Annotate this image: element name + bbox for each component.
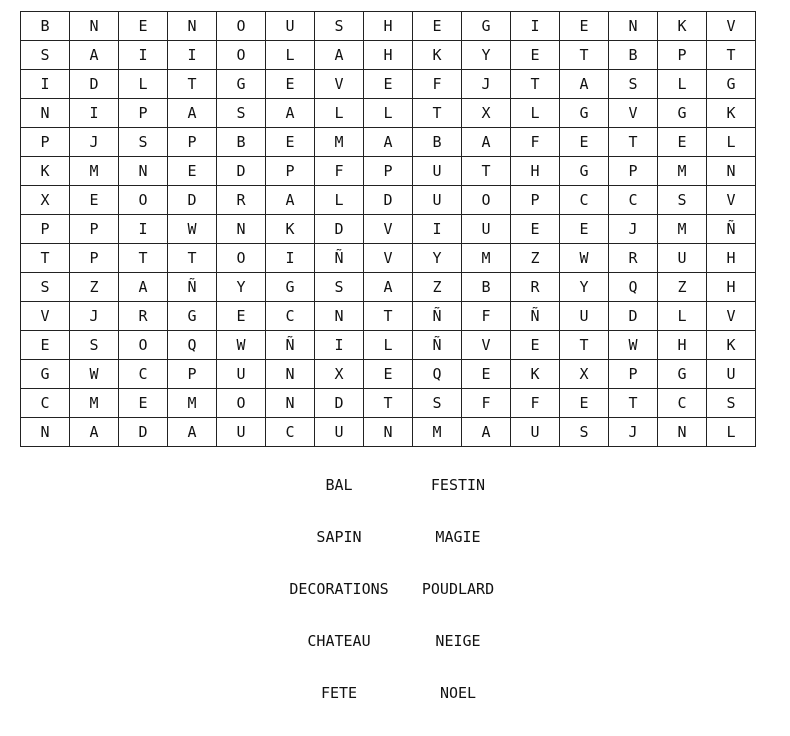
word-search-grid	[20, 11, 756, 447]
grid-cell[interactable]: V	[315, 70, 364, 99]
grid-cell[interactable]: K	[707, 331, 756, 360]
grid-cell[interactable]: A	[266, 186, 315, 215]
grid-cell[interactable]: C	[609, 186, 658, 215]
grid-cell[interactable]: K	[658, 12, 707, 41]
grid-cell[interactable]: C	[658, 389, 707, 418]
grid-cell[interactable]: V	[707, 186, 756, 215]
word-list-row	[0, 580, 790, 632]
grid-cell[interactable]: Ñ	[413, 302, 462, 331]
grid-cell[interactable]: A	[70, 418, 119, 447]
grid-cell[interactable]: G	[462, 12, 511, 41]
grid-cell[interactable]: A	[119, 273, 168, 302]
grid-cell[interactable]: H	[511, 157, 560, 186]
grid-cell[interactable]: D	[315, 389, 364, 418]
grid-cell[interactable]: N	[658, 418, 707, 447]
grid-row	[21, 99, 756, 128]
grid-cell[interactable]: V	[609, 99, 658, 128]
grid-cell[interactable]: U	[658, 244, 707, 273]
grid-cell[interactable]: E	[217, 302, 266, 331]
grid-cell[interactable]: E	[511, 215, 560, 244]
grid-cell[interactable]: G	[266, 273, 315, 302]
grid-cell[interactable]: S	[315, 12, 364, 41]
grid-cell[interactable]: N	[119, 157, 168, 186]
grid-cell[interactable]: M	[70, 157, 119, 186]
grid-cell[interactable]: U	[266, 12, 315, 41]
grid-cell[interactable]: T	[119, 244, 168, 273]
grid-cell[interactable]: K	[511, 360, 560, 389]
grid-row	[21, 418, 756, 447]
grid-cell[interactable]: I	[315, 331, 364, 360]
grid-cell[interactable]: U	[413, 186, 462, 215]
grid-cell[interactable]: P	[609, 157, 658, 186]
grid-cell[interactable]: G	[658, 99, 707, 128]
grid-cell[interactable]: H	[364, 12, 413, 41]
word-list-row	[0, 684, 790, 736]
grid-cell[interactable]: B	[21, 12, 70, 41]
grid-cell[interactable]: U	[707, 360, 756, 389]
grid-cell[interactable]: T	[707, 41, 756, 70]
grid-cell[interactable]: M	[658, 215, 707, 244]
grid-cell[interactable]: M	[315, 128, 364, 157]
grid-cell[interactable]: B	[217, 128, 266, 157]
grid-cell[interactable]: N	[168, 12, 217, 41]
grid-cell[interactable]: F	[511, 389, 560, 418]
grid-cell[interactable]: N	[609, 12, 658, 41]
grid-cell[interactable]: S	[119, 128, 168, 157]
grid-cell[interactable]: C	[560, 186, 609, 215]
grid-cell[interactable]: H	[364, 41, 413, 70]
grid-row	[21, 128, 756, 157]
grid-cell[interactable]: O	[217, 41, 266, 70]
grid-cell[interactable]: E	[511, 41, 560, 70]
grid-cell[interactable]: T	[609, 128, 658, 157]
grid-cell[interactable]: E	[560, 128, 609, 157]
grid-cell[interactable]: Y	[462, 41, 511, 70]
grid-cell[interactable]: X	[21, 186, 70, 215]
grid-cell[interactable]: K	[266, 215, 315, 244]
grid-cell[interactable]: H	[707, 244, 756, 273]
grid-cell[interactable]: B	[462, 273, 511, 302]
grid-cell[interactable]: Z	[658, 273, 707, 302]
grid-cell[interactable]: Ñ	[315, 244, 364, 273]
grid-cell[interactable]: Y	[413, 244, 462, 273]
grid-cell[interactable]: J	[462, 70, 511, 99]
grid-cell[interactable]: O	[217, 244, 266, 273]
grid-cell[interactable]: L	[658, 70, 707, 99]
grid-cell[interactable]: P	[364, 157, 413, 186]
grid-cell[interactable]: E	[560, 12, 609, 41]
grid-cell[interactable]: T	[364, 302, 413, 331]
grid-cell[interactable]: H	[658, 331, 707, 360]
grid-cell[interactable]: V	[707, 12, 756, 41]
grid-cell[interactable]: W	[168, 215, 217, 244]
grid-cell[interactable]: U	[217, 360, 266, 389]
grid-cell[interactable]: I	[266, 244, 315, 273]
grid-cell[interactable]: W	[70, 360, 119, 389]
grid-cell[interactable]: Z	[413, 273, 462, 302]
grid-cell[interactable]: E	[511, 331, 560, 360]
grid-cell[interactable]: D	[70, 70, 119, 99]
grid-cell[interactable]: S	[707, 389, 756, 418]
grid-cell[interactable]: E	[21, 331, 70, 360]
grid-cell[interactable]: T	[560, 331, 609, 360]
grid-row	[21, 41, 756, 70]
grid-cell[interactable]: T	[511, 70, 560, 99]
grid-cell[interactable]: L	[511, 99, 560, 128]
grid-row	[21, 244, 756, 273]
grid-cell[interactable]: J	[70, 128, 119, 157]
grid-cell[interactable]: F	[315, 157, 364, 186]
grid-cell[interactable]: A	[560, 70, 609, 99]
grid-cell[interactable]: F	[462, 389, 511, 418]
grid-cell[interactable]: V	[364, 244, 413, 273]
grid-cell[interactable]: P	[511, 186, 560, 215]
grid-row	[21, 70, 756, 99]
word-list-row	[0, 476, 790, 528]
grid-cell[interactable]: K	[707, 99, 756, 128]
grid-cell[interactable]: J	[70, 302, 119, 331]
grid-cell[interactable]: U	[560, 302, 609, 331]
grid-cell[interactable]: I	[511, 12, 560, 41]
grid-cell[interactable]: P	[266, 157, 315, 186]
grid-cell[interactable]: L	[707, 128, 756, 157]
grid-cell[interactable]: Ñ	[413, 331, 462, 360]
grid-cell[interactable]: N	[266, 360, 315, 389]
grid-row	[21, 157, 756, 186]
grid-cell[interactable]: Z	[511, 244, 560, 273]
grid-cell[interactable]: A	[266, 99, 315, 128]
grid-cell[interactable]: M	[413, 418, 462, 447]
grid-cell[interactable]: D	[168, 186, 217, 215]
grid-cell[interactable]: V	[364, 215, 413, 244]
grid-row	[21, 215, 756, 244]
grid-row	[21, 331, 756, 360]
grid-cell[interactable]: R	[217, 186, 266, 215]
grid-cell[interactable]: L	[364, 331, 413, 360]
grid-cell[interactable]: M	[658, 157, 707, 186]
grid-cell[interactable]: E	[658, 128, 707, 157]
grid-cell[interactable]: P	[658, 41, 707, 70]
grid-cell[interactable]: Q	[413, 360, 462, 389]
grid-cell[interactable]: S	[560, 418, 609, 447]
grid-cell[interactable]: G	[560, 157, 609, 186]
grid-cell[interactable]: Ñ	[168, 273, 217, 302]
grid-cell[interactable]: N	[364, 418, 413, 447]
grid-cell[interactable]: U	[217, 418, 266, 447]
grid-cell[interactable]: G	[217, 70, 266, 99]
grid-cell[interactable]: R	[119, 302, 168, 331]
grid-cell[interactable]: T	[21, 244, 70, 273]
grid-cell[interactable]: T	[413, 99, 462, 128]
grid-cell[interactable]: X	[560, 360, 609, 389]
grid-cell[interactable]: S	[658, 186, 707, 215]
grid-cell[interactable]: A	[364, 273, 413, 302]
grid-cell[interactable]: Ñ	[707, 215, 756, 244]
grid-cell[interactable]: N	[315, 302, 364, 331]
grid-cell[interactable]: N	[21, 99, 70, 128]
grid-row	[21, 360, 756, 389]
grid-cell[interactable]: R	[511, 273, 560, 302]
grid-cell[interactable]: S	[21, 41, 70, 70]
grid-cell[interactable]: J	[609, 215, 658, 244]
grid-cell[interactable]: K	[21, 157, 70, 186]
grid-cell[interactable]: N	[266, 389, 315, 418]
grid-cell[interactable]: V	[462, 331, 511, 360]
grid-cell[interactable]: G	[168, 302, 217, 331]
grid-cell[interactable]: M	[168, 389, 217, 418]
grid-cell[interactable]: L	[266, 41, 315, 70]
grid-cell[interactable]: C	[266, 302, 315, 331]
grid-cell[interactable]: I	[413, 215, 462, 244]
grid-row	[21, 186, 756, 215]
grid-row	[21, 302, 756, 331]
grid-cell[interactable]: O	[119, 331, 168, 360]
grid-cell[interactable]: Q	[609, 273, 658, 302]
grid-cell[interactable]: K	[413, 41, 462, 70]
grid-cell[interactable]: S	[413, 389, 462, 418]
grid-cell[interactable]: O	[217, 12, 266, 41]
grid-cell[interactable]: P	[21, 128, 70, 157]
grid-cell[interactable]: E	[413, 12, 462, 41]
grid-cell[interactable]: M	[462, 244, 511, 273]
word-list-item: FETE	[320, 684, 358, 702]
grid-cell[interactable]: L	[315, 99, 364, 128]
grid-cell[interactable]: E	[560, 215, 609, 244]
grid-cell[interactable]: E	[462, 360, 511, 389]
grid-row	[21, 273, 756, 302]
grid-cell[interactable]: S	[21, 273, 70, 302]
word-list-row	[0, 632, 790, 684]
grid-cell[interactable]: A	[70, 41, 119, 70]
grid-cell[interactable]: G	[707, 70, 756, 99]
grid-cell[interactable]: L	[658, 302, 707, 331]
grid-cell[interactable]: L	[119, 70, 168, 99]
grid-cell[interactable]: W	[609, 331, 658, 360]
grid-cell[interactable]: P	[168, 360, 217, 389]
grid-cell[interactable]: P	[609, 360, 658, 389]
grid-cell[interactable]: B	[413, 128, 462, 157]
grid-cell[interactable]: L	[315, 186, 364, 215]
grid-row	[21, 12, 756, 41]
grid-cell[interactable]: P	[70, 244, 119, 273]
grid-cell[interactable]: B	[609, 41, 658, 70]
grid-cell[interactable]: A	[315, 41, 364, 70]
grid-cell[interactable]: S	[609, 70, 658, 99]
grid-cell[interactable]: U	[462, 215, 511, 244]
grid-cell[interactable]: T	[364, 389, 413, 418]
grid-cell[interactable]: O	[217, 389, 266, 418]
grid-cell[interactable]: A	[168, 99, 217, 128]
grid-cell[interactable]: C	[21, 389, 70, 418]
grid-cell[interactable]: E	[266, 128, 315, 157]
grid-cell[interactable]: F	[413, 70, 462, 99]
word-list-item: FESTIN	[430, 476, 486, 494]
word-list-item: CHATEAU	[307, 632, 371, 650]
grid-cell[interactable]: U	[511, 418, 560, 447]
word-list-item: MAGIE	[435, 528, 481, 546]
grid-cell[interactable]: T	[609, 389, 658, 418]
grid-cell[interactable]: A	[462, 418, 511, 447]
word-list-item: BAL	[325, 476, 353, 494]
word-list-item: NEIGE	[435, 632, 481, 650]
grid-cell[interactable]: W	[217, 331, 266, 360]
grid-cell[interactable]: I	[119, 215, 168, 244]
grid-cell[interactable]: R	[609, 244, 658, 273]
word-list-item: POUDLARD	[421, 580, 495, 598]
grid-cell[interactable]: N	[21, 418, 70, 447]
grid-cell[interactable]: I	[168, 41, 217, 70]
grid-row	[21, 389, 756, 418]
grid-cell[interactable]: F	[462, 302, 511, 331]
grid-cell[interactable]: E	[119, 389, 168, 418]
grid-cell[interactable]: Q	[168, 331, 217, 360]
grid-cell[interactable]: X	[462, 99, 511, 128]
grid-cell[interactable]: G	[560, 99, 609, 128]
grid-cell[interactable]: P	[70, 215, 119, 244]
grid-cell[interactable]: D	[364, 186, 413, 215]
grid-cell[interactable]: E	[364, 360, 413, 389]
grid-cell[interactable]: W	[560, 244, 609, 273]
grid-cell[interactable]: S	[70, 331, 119, 360]
grid-cell[interactable]: L	[707, 418, 756, 447]
grid-cell[interactable]: Ñ	[511, 302, 560, 331]
grid-cell[interactable]: I	[119, 41, 168, 70]
grid-cell[interactable]: G	[658, 360, 707, 389]
grid-cell[interactable]: I	[70, 99, 119, 128]
grid-cell[interactable]: G	[21, 360, 70, 389]
word-list	[0, 476, 790, 736]
grid-cell[interactable]: Y	[560, 273, 609, 302]
word-list-item: SAPIN	[316, 528, 362, 546]
grid-cell[interactable]: A	[462, 128, 511, 157]
grid-cell[interactable]: H	[707, 273, 756, 302]
grid-cell[interactable]: V	[21, 302, 70, 331]
grid-cell[interactable]: S	[315, 273, 364, 302]
grid-cell[interactable]: N	[707, 157, 756, 186]
grid-cell[interactable]: U	[315, 418, 364, 447]
grid-cell[interactable]: T	[168, 244, 217, 273]
grid-cell[interactable]: Y	[217, 273, 266, 302]
grid-cell[interactable]: D	[609, 302, 658, 331]
grid-cell[interactable]: Z	[70, 273, 119, 302]
grid-cell[interactable]: J	[609, 418, 658, 447]
grid-cell[interactable]: O	[462, 186, 511, 215]
grid-cell[interactable]: C	[119, 360, 168, 389]
grid-cell[interactable]: E	[560, 389, 609, 418]
grid-cell[interactable]: D	[315, 215, 364, 244]
word-list-item: DECORATIONS	[289, 580, 389, 598]
grid-cell[interactable]: N	[217, 215, 266, 244]
grid-cell[interactable]: T	[560, 41, 609, 70]
grid-cell[interactable]: E	[70, 186, 119, 215]
grid-cell[interactable]: M	[70, 389, 119, 418]
grid-cell[interactable]: S	[217, 99, 266, 128]
grid-cell[interactable]: P	[119, 99, 168, 128]
grid-cell[interactable]: O	[119, 186, 168, 215]
grid-cell[interactable]: P	[168, 128, 217, 157]
word-list-item: NOEL	[439, 684, 477, 702]
grid-cell[interactable]: V	[707, 302, 756, 331]
grid-cell[interactable]: D	[217, 157, 266, 186]
grid-cell[interactable]: F	[511, 128, 560, 157]
grid-cell[interactable]: Ñ	[266, 331, 315, 360]
grid-cell[interactable]: T	[462, 157, 511, 186]
grid-cell[interactable]: N	[70, 12, 119, 41]
grid-cell[interactable]: C	[266, 418, 315, 447]
word-list-row	[0, 528, 790, 580]
grid-cell[interactable]: L	[364, 99, 413, 128]
grid-cell[interactable]: E	[266, 70, 315, 99]
grid-cell[interactable]: P	[21, 215, 70, 244]
grid-cell[interactable]: E	[119, 12, 168, 41]
grid-cell[interactable]: D	[119, 418, 168, 447]
grid-cell[interactable]: T	[168, 70, 217, 99]
grid-cell[interactable]: I	[21, 70, 70, 99]
grid-cell[interactable]: A	[364, 128, 413, 157]
grid-cell[interactable]: E	[364, 70, 413, 99]
grid-cell[interactable]: E	[168, 157, 217, 186]
grid-cell[interactable]: X	[315, 360, 364, 389]
grid-cell[interactable]: U	[413, 157, 462, 186]
grid-cell[interactable]: A	[168, 418, 217, 447]
